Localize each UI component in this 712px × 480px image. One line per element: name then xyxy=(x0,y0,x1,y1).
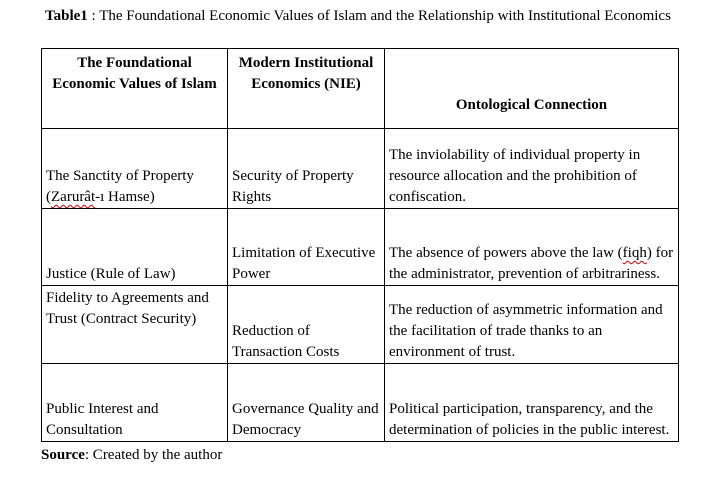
cell-connection: The reduction of asymmetric information and the facilitation of trade thanks to an environment of trust. xyxy=(385,286,679,364)
source-label: Source xyxy=(41,447,85,463)
source-note xyxy=(41,445,222,465)
table-row xyxy=(42,286,679,364)
values-table xyxy=(41,48,679,442)
table-caption xyxy=(45,6,695,26)
cell-nie: Security of Property Rights xyxy=(228,129,385,209)
spellcheck-term: Zarurât xyxy=(51,189,96,205)
table-row xyxy=(42,209,679,286)
source-text: : Created by the author xyxy=(84,447,223,463)
cell-islamic-value: Public Interest and Consultation xyxy=(42,364,228,442)
cell-islamic-value: Fidelity to Agreements and Trust (Contract Security) xyxy=(42,286,228,364)
cell-nie: Limitation of Executive Power xyxy=(228,209,385,286)
cell-nie: Reduction of Transaction Costs xyxy=(228,286,385,364)
table-header-row xyxy=(42,49,679,129)
cell-islamic-value: The Sanctity of Property (Zarurât-ı Hamse) xyxy=(42,129,228,209)
table-title: : The Foundational Economic Values of Islam and the Relationship with Institutional Economics xyxy=(87,8,671,24)
cell-islamic-value: Justice (Rule of Law) xyxy=(42,209,228,286)
cell-connection: The inviolability of individual property in resource allocation and the prohibition of confiscation. xyxy=(385,129,679,209)
header-nie: Modern Institutional Economics (NIE) xyxy=(228,49,385,129)
table-row xyxy=(42,129,679,209)
header-ontological-connection: Ontological Connection xyxy=(385,49,679,129)
cell-connection: Political participation, transparency, and the determination of policies in the public interest. xyxy=(385,364,679,442)
table-row xyxy=(42,364,679,442)
table-label: Table1 xyxy=(45,8,88,24)
cell-nie: Governance Quality and Democracy xyxy=(228,364,385,442)
spellcheck-term: fiqh xyxy=(622,245,647,261)
cell-connection: The absence of powers above the law (fiqh) for the administrator, prevention of arbitrariness. xyxy=(385,209,679,286)
header-islamic-values: The Foundational Economic Values of Islam xyxy=(42,49,228,129)
